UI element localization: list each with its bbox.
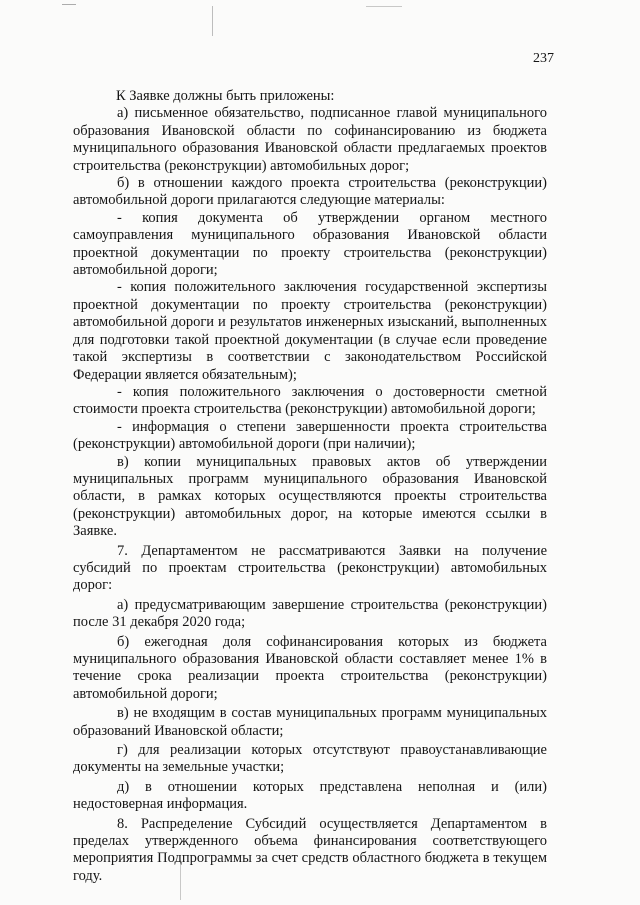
materials-item-state-expertise: - копия положительного заключения государственной экспертизы проектной документации по проекту строительства (реконструкции) автомобильной дороги и результатов инженерных изысканий, выполненных для подготовки такой проектной документации (в случае если проведение такой экспертизы в соответствии с законодательством Российской Федерации является обязательным); xyxy=(73,279,547,383)
section-7-rejection: 7. Департаментом не рассматриваются Заявки на получение субсидий по проектам строительства (реконструкции) автомобильных дорог: xyxy=(73,542,547,594)
scan-artifact-top-line xyxy=(212,6,213,36)
paragraph-a-obligation: а) письменное обязательство, подписанное главой муниципального образования Ивановской области по софинансированию из бюджета муниципального образования Ивановской области предлагаемых проектов строительства (реконструкции) автомобильных дорог; xyxy=(73,105,547,174)
materials-item-cost-reliability: - копия положительного заключения о достоверности сметной стоимости проекта строительства (реконструкции) автомобильной дороги; xyxy=(73,383,547,418)
rejection-item-d: д) в отношении которых представлена неполная и (или) недостоверная информация. xyxy=(73,778,547,813)
page-number: 237 xyxy=(533,51,554,66)
rejection-item-g: г) для реализации которых отсутствуют правоустанавливающие документы на земельные участки; xyxy=(73,742,547,776)
document-body xyxy=(73,88,547,885)
paragraph-v-municipal-acts: в) копии муниципальных правовых актов об утверждении муниципальных программ муниципального образования Ивановской области, в рамках которых осуществляются проекты строительства (реконструкции) автомобильных дорог, на которые имеются ссылки в Заявке. xyxy=(73,453,547,540)
paragraph-b-materials: б) в отношении каждого проекта строительства (реконструкции) автомобильной дороги прилагаются следующие материалы: xyxy=(73,175,547,209)
rejection-item-b: б) ежегодная доля софинансирования которых из бюджета муниципального образования Ивановской области составляет менее 1% в течение срока реализации проекта строительства (реконструкции) автомобильной дороги; xyxy=(73,633,547,702)
materials-item-approval-copy: - копия документа об утверждении органом местного самоуправления муниципального образования Ивановской области проектной документации по проекту строительства (реконструкции) автомобильной дороги; xyxy=(73,209,547,279)
rejection-item-v: в) не входящим в состав муниципальных программ муниципальных образований Ивановской области; xyxy=(73,705,547,739)
attachments-heading: К Заявке должны быть приложены: xyxy=(116,88,335,104)
rejection-item-a: а) предусматривающим завершение строительства (реконструкции) после 31 декабря 2020 года; xyxy=(73,596,547,631)
section-8-distribution: 8. Распределение Субсидий осуществляется Департаментом в пределах утвержденного объема финансирования соответствующего мероприятия Подпрограммы за счет средств областного бюджета в текущем году. xyxy=(73,815,547,884)
scan-artifact-top-scribble xyxy=(366,6,402,7)
materials-item-completion-info: - информация о степени завершенности проекта строительства (реконструкции) автомобильной дороги (при наличии); xyxy=(73,418,547,453)
scan-artifact-top-left xyxy=(62,4,76,5)
